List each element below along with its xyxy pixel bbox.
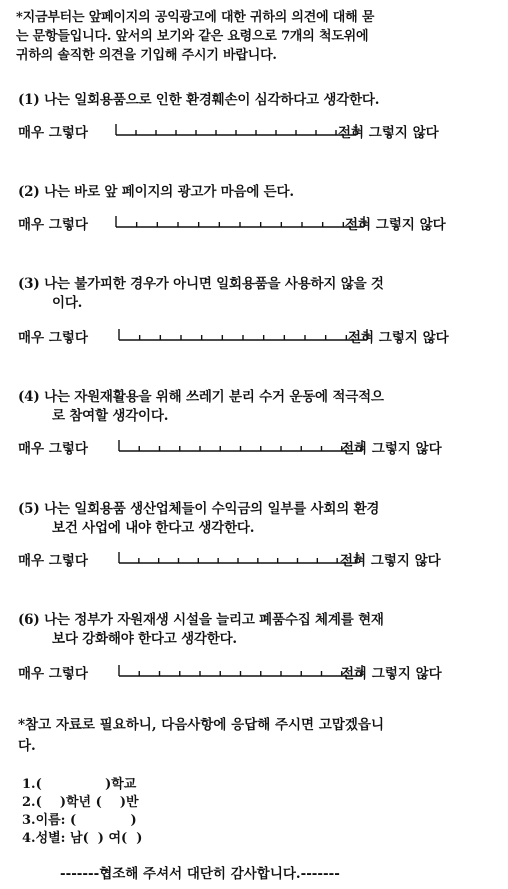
question-5-text-line2: 보건 사업에 내야 한다고 생각한다.	[52, 520, 255, 536]
question-6-text-line1: (6) 나는 정부가 자원재생 시설을 늘리고 폐품수집 체계를 현재	[18, 612, 384, 628]
question-4-text-line2: 로 참여할 생각이다.	[52, 408, 169, 424]
scale-right-label: 전혀 그렇지 않다	[340, 553, 441, 569]
scale-left-label: 매우 그렇다	[18, 330, 88, 346]
question-6-scale[interactable]	[18, 662, 488, 682]
question-3-text-line2: 이다.	[52, 295, 83, 311]
scale-left-label: 매우 그렇다	[18, 553, 88, 569]
grade-class-field[interactable]: 2.( )학년 ( )반	[22, 795, 139, 810]
scale-left-label: 매우 그렇다	[18, 217, 88, 233]
scale-left-label: 매우 그렇다	[18, 441, 88, 457]
note-line: *참고 자료로 필요하니, 다음사항에 응답해 주시면 고맙겠읍니	[18, 717, 384, 733]
school-field[interactable]: 1.( )학교	[22, 777, 137, 792]
question-2-text: (2) 나는 바로 앞 페이지의 광고가 마음에 든다.	[18, 184, 294, 200]
rating-scale-line[interactable]	[115, 215, 365, 229]
rating-scale-line[interactable]	[118, 439, 363, 453]
scale-right-label: 전혀 그렇지 않다	[338, 125, 439, 141]
question-3-text-line1: (3) 나는 불가피한 경우가 아니면 일회용품을 사용하지 않을 것	[18, 276, 384, 292]
rating-scale-line[interactable]	[118, 664, 363, 678]
scale-right-label: 전혀 그렇지 않다	[348, 330, 449, 346]
rating-scale-line[interactable]	[118, 551, 358, 565]
question-6-text-line2: 보다 강화해야 한다고 생각한다.	[52, 631, 237, 647]
intro-line: 귀하의 솔직한 의견을 기입해 주시기 바랍니다.	[16, 48, 277, 63]
question-5-text-line1: (5) 나는 일회용품 생산업체들이 수익금의 일부를 사회의 환경	[18, 501, 380, 517]
respondent-info-fields[interactable]	[22, 776, 142, 848]
question-3-scale[interactable]	[18, 326, 488, 346]
name-field[interactable]: 3.이름: ( )	[22, 813, 137, 828]
scale-right-label: 전혀 그렇지 않다	[345, 217, 446, 233]
question-5-scale[interactable]	[18, 549, 488, 569]
scale-left-label: 매우 그렇다	[18, 125, 88, 141]
question-1-scale[interactable]	[18, 121, 488, 141]
gender-field[interactable]: 4.성별: 남( ) 여( )	[22, 831, 143, 846]
question-4-scale[interactable]	[18, 437, 488, 457]
question-1-text: (1) 나는 일회용품으로 인한 환경훼손이 심각하다고 생각한다.	[18, 92, 380, 108]
question-4-text-line1: (4) 나는 자원재활용을 위해 쓰레기 분리 수거 운동에 적극적으	[18, 389, 384, 405]
scale-right-label: 전혀 그렇지 않다	[341, 441, 442, 457]
rating-scale-line[interactable]	[118, 328, 368, 342]
question-2-scale[interactable]	[18, 213, 488, 233]
rating-scale-line[interactable]	[115, 123, 357, 137]
note-line: 다.	[18, 738, 36, 754]
intro-line: 는 문항들입니다. 앞서의 보기와 같은 요령으로 7개의 척도위에	[16, 29, 369, 44]
scale-left-label: 매우 그렇다	[18, 666, 88, 682]
thank-you-footer: -------협조해 주셔서 대단히 감사합니다.-------	[60, 866, 340, 882]
scale-right-label: 전혀 그렇지 않다	[341, 666, 442, 682]
intro-line: *지금부터는 앞페이지의 공익광고에 대한 귀하의 의견에 대해 묻	[16, 10, 375, 25]
reference-note	[18, 715, 493, 757]
intro-instructions	[16, 8, 494, 65]
